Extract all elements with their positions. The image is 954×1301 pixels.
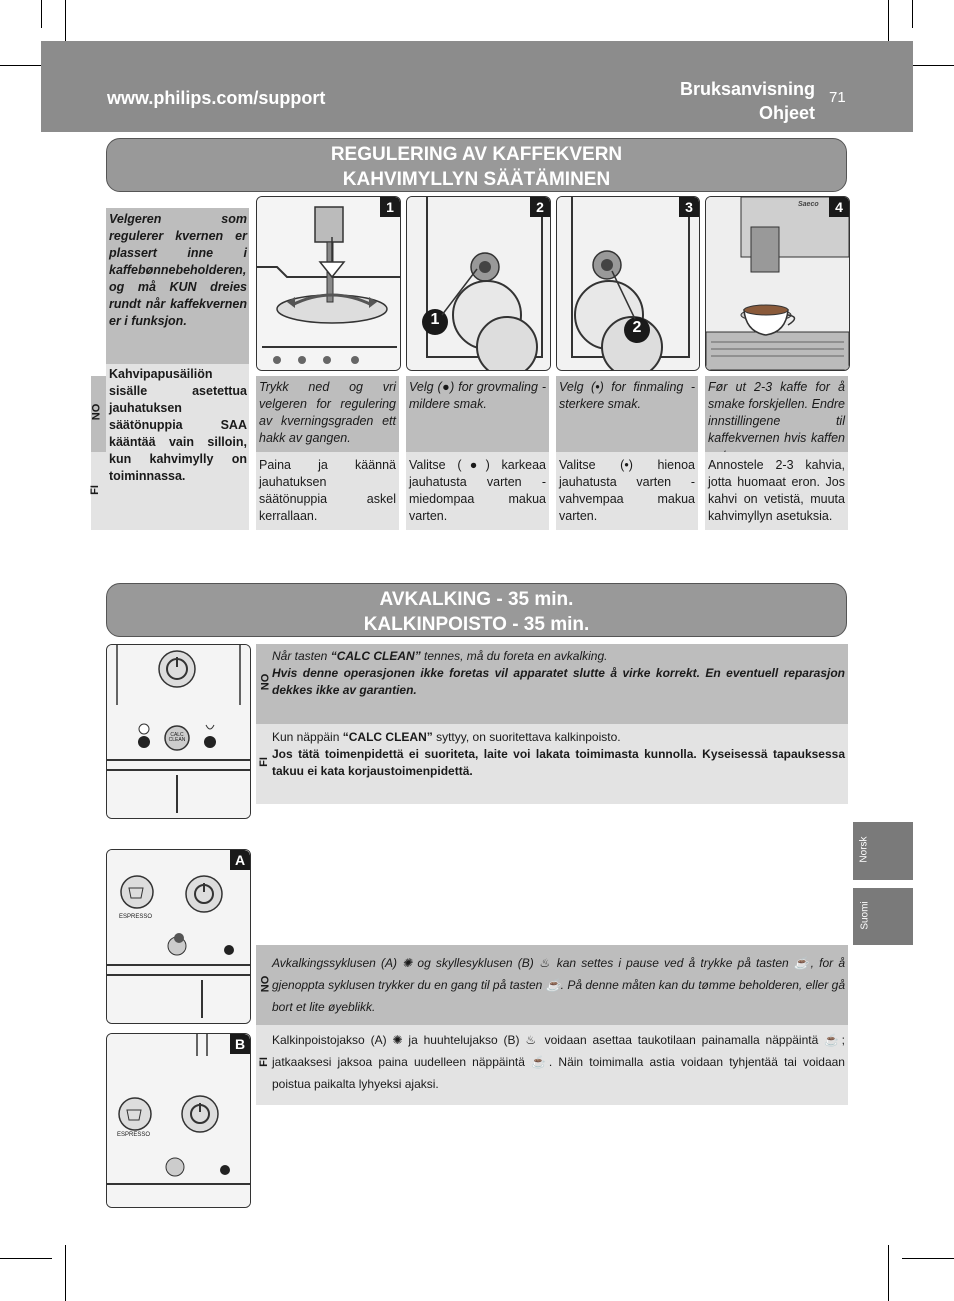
- calc-no-text: [272, 648, 845, 699]
- lang-fi-label: FI: [88, 485, 101, 495]
- pause-fi-part3: voidaan asettaa taukotilaan painamalla näppäintä: [544, 1033, 819, 1047]
- step-1-no-text: Trykk ned og vri velgeren for regulering av kverningsgraden ett hakk av gangen.: [259, 380, 396, 445]
- pause-lang-no: NO: [259, 975, 272, 993]
- step-2-no-text: Velg (●) for grovmaling - mildere smak.: [409, 380, 546, 411]
- rinse-cycle-icon: ♨: [525, 1033, 539, 1047]
- section2-title-fi: KALKINPOISTO - 35 min.: [363, 614, 590, 635]
- step-2-illustration: [406, 196, 551, 371]
- pause-lang-fi: FI: [257, 1057, 270, 1067]
- callout-coarse: 1: [430, 311, 440, 328]
- section-title-grinder: [106, 138, 847, 192]
- memo-cup-icon: ☕: [793, 956, 811, 970]
- side-tab-suomi-label: Suomi: [859, 901, 871, 930]
- calc-fi-key: “CALC CLEAN”: [342, 730, 433, 744]
- calc-clean-button-label: CALC CLEAN: [168, 732, 186, 743]
- step-4-number: 4: [829, 197, 849, 217]
- intro-fi-text: Kahvipapusäiliön sisälle asetettua jauhatuksen säätönuppia SAA kääntää vain silloin, kun kahvimylly on toiminnassa.: [109, 367, 247, 483]
- step-1-illustration: [256, 196, 401, 371]
- crop-mark: [65, 1245, 66, 1301]
- section-title-descaling: [106, 583, 847, 637]
- pause-no-part5: . På denne måten kan du tømme beholderen, eller gå bort et lite øyeblikk.: [272, 978, 845, 1014]
- step-2-number: 2: [530, 197, 550, 217]
- pause-no-part2: og skyllesyklusen (B): [417, 956, 534, 970]
- crop-mark: [902, 1258, 954, 1259]
- step-3-no-text: Velg (•) for finmaling - sterkere smak.: [559, 380, 695, 411]
- pause-fi-text: [272, 1029, 845, 1095]
- pause-no-text: [272, 952, 845, 1018]
- side-tab-suomi[interactable]: [853, 888, 913, 945]
- memo-cup-icon: ☕: [545, 978, 561, 992]
- section-title-no: REGULERING AV KAFFEKVERN: [330, 144, 623, 165]
- step-3-number: 3: [679, 197, 699, 217]
- pause-fi-part4: ; jatkaaksesi jaksoa paina uudelleen näppäintä: [272, 1033, 845, 1069]
- crop-mark: [41, 0, 42, 28]
- support-url: www.philips.com/support: [107, 88, 326, 108]
- step-3-illustration: [556, 196, 700, 371]
- manual-title-no: Bruksanvisning: [679, 79, 815, 99]
- descale-cycle-icon: ✺: [392, 1033, 403, 1047]
- control-panel-calc-clean: [106, 644, 251, 819]
- crop-mark: [912, 0, 913, 28]
- step-1-fi-text: Paina ja käännä jauhatuksen säätönuppia askel kerrallaan.: [259, 458, 396, 523]
- panel-b-label: B: [230, 1034, 250, 1054]
- calc-no-key: “CALC CLEAN”: [330, 649, 421, 663]
- intro-no-text: Velgeren som regulerer kvernen er plassert inne i kaffebønnebeholderen, og må KUN dreies rundt når kaffekvernen er i funksjon.: [109, 212, 247, 328]
- calc-no-warning: Hvis denne operasjonen ikke foretas vil apparatet slutte å virke korrekt. En eventuell reparasjon dekkes ikke av garantien.: [272, 666, 845, 697]
- calc-fi-post: syttyy, on suoritettava kalkinpoisto.: [432, 730, 621, 744]
- pause-no-part4: , for å gjenoppta syklusen trykker du en gang til på tasten: [272, 956, 845, 992]
- panel-a-label: A: [230, 850, 250, 870]
- memo-cup-icon: ☕: [531, 1055, 549, 1069]
- calc-lang-fi: FI: [257, 757, 270, 767]
- step-3-fi-text: Valitse (•) hienoa jauhatusta varten - vahvempaa makua varten.: [559, 458, 695, 523]
- pause-no-part1: Avkalkingssyklusen (A): [272, 956, 397, 970]
- manual-title-fi: Ohjeet: [758, 103, 815, 123]
- pause-fi-part1: Kalkinpoistojakso (A): [272, 1033, 387, 1047]
- pause-no-part3: kan settes i pause ved å trykke på tasten: [556, 956, 789, 970]
- step-4-no-text: Før ut 2-3 kaffe for å smake forskjellen. Endre innstillingene til kaffekvernen hvis kaffen: [708, 380, 845, 445]
- step-4-fi-text: Annostele 2-3 kahvia, jotta huomaat eron. Jos kahvi on vetistä, muuta kahvimyllyn asetuksia.: [708, 458, 845, 523]
- crop-mark: [888, 1245, 889, 1301]
- brand-logo: Saeco: [798, 201, 819, 208]
- side-tab-norsk-label: Norsk: [858, 836, 870, 863]
- calc-fi-warning: Jos tätä toimenpidettä ei suoriteta, laite voi lakata toimimasta kunnolla. Kyseisessä tapauksessa takuu ei kata korjaustoimenpidettä.: [272, 747, 845, 778]
- pause-fi-part2: ja huuhtelujakso (B): [408, 1033, 520, 1047]
- control-panel-a: [106, 849, 251, 1024]
- pause-fi-part5: . Näin toimimalla astia voidaan tyhjentää tai voidaan poistua paikalta lyhyeksi ajaksi.: [272, 1055, 845, 1091]
- step-1-number: 1: [380, 197, 400, 217]
- espresso-label-a: ESPRESSO: [119, 914, 153, 920]
- section2-title-no: AVKALKING - 35 min.: [379, 589, 574, 610]
- crop-mark: [0, 1258, 52, 1259]
- side-tab-norsk[interactable]: [853, 822, 913, 880]
- rinse-cycle-icon: ♨: [538, 956, 552, 970]
- calc-no-post: tennes, må du foreta en avkalking.: [420, 649, 608, 663]
- control-panel-b: [106, 1033, 251, 1208]
- step-4-illustration: [705, 196, 850, 371]
- descale-cycle-icon: ✺: [402, 956, 413, 970]
- step-2-fi-text: Valitse (●) karkeaa jauhatusta varten - miedompaa makua varten.: [409, 458, 546, 523]
- page-number: 71: [829, 89, 846, 106]
- calc-fi-pre: Kun näppäin: [272, 730, 343, 744]
- calc-fi-text: [272, 729, 845, 780]
- lang-no-label: NO: [90, 403, 103, 421]
- section-title-fi: KAHVIMYLLYN SÄÄTÄMINEN: [342, 169, 611, 190]
- callout-fine: 2: [632, 319, 642, 336]
- calc-no-pre: Når tasten: [272, 649, 331, 663]
- espresso-label-b: ESPRESSO: [117, 1132, 151, 1138]
- calc-lang-no: NO: [259, 673, 272, 691]
- memo-cup-icon: ☕: [824, 1033, 842, 1047]
